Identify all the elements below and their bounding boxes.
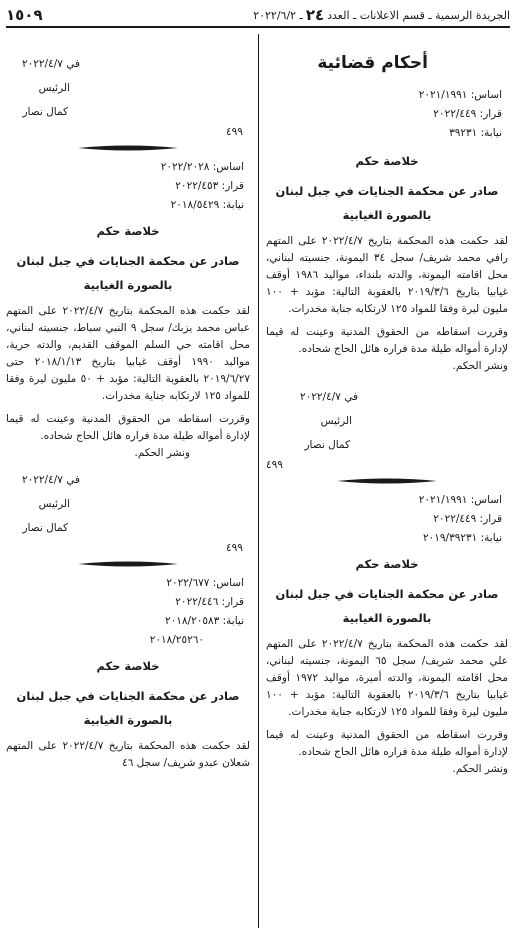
left-column (6, 52, 250, 772)
signature-date: في ٢٠٢٢/٤/٧ (21, 58, 80, 70)
case-basis: اساس: ٢٠٢٢/٦٧٧ (166, 577, 244, 589)
court-mode: بالصورة الغيابية (83, 713, 173, 727)
summary-heading: خلاصة حكم (96, 224, 160, 238)
judgment-body: لقد حكمت هذه المحكمة بتاريخ ٢٠٢٢/٤/٧ على المتهم عباس محمد يزبك/ سجل ٩ النبي سباط، جنسيته لبناني، محل اقامته حي السلم الموقف القديم، والدته حرية، مواليد ١٩٩٠ أوقف غيابيا بتاريخ ٢٠١٨/١/١٣ حتى ٢٠١٩/٦/٢٧ بالعقوبة التالية: مؤبد + ٥٠ مليون ليرة وفقا للمواد ١٢٥ لارتكابه جناية مخدرات. (6, 305, 251, 402)
case-meta (266, 86, 502, 143)
case-prosecution: نيابة: ٢٠١٨/٥٤٢٩ (170, 199, 244, 211)
header-date: ـ ٢٠٢٢/٦/٢ (253, 9, 303, 23)
court-line: صادر عن محكمة الجنايات في جبل لبنان (275, 184, 499, 199)
signature-block (266, 385, 358, 457)
court-line: صادر عن محكمة الجنايات في جبل لبنان (16, 689, 240, 703)
judgment-seizure: وقررت اسقاطه من الحقوق المدنية وعينت له قيما لإدارة أمواله طيلة مدة فراره هائل الحاج شحاده. (266, 729, 508, 759)
case-decision: قرار: ٢٠٢٢/٤٤٩ (433, 513, 502, 526)
signature-date: في ٢٠٢٢/٤/٧ (21, 474, 80, 486)
ornament-divider (78, 144, 178, 152)
judgment-3 (6, 158, 250, 568)
signature-date: في ٢٠٢٢/٤/٧ (299, 391, 358, 404)
case-basis: اساس: ٢٠٢١/١٩٩١ (418, 494, 502, 507)
signature-title: الرئيس (320, 415, 352, 428)
judgment-body: لقد حكمت هذه المحكمة بتاريخ ٢٠٢٢/٤/٧ على المتهم علي محمد شريف/ سجل ٦٥ اليمونة، جنسيته لبناني، محل اقامته اليمونة، والدته أميرة، مواليد ١٩٧٢ أوقف غيابيا بتاريخ ٢٠١٩/٣/٦ بالعقوبة التالية: مؤبد + ١٠٠ مليون ليرة وفقا للمواد ١٢٥ لارتكابه جناية مخدرات. (266, 638, 508, 719)
signature-block (6, 468, 80, 540)
case-meta (6, 158, 244, 215)
court-mode: بالصورة الغيابية (342, 208, 432, 223)
court-line: صادر عن محكمة الجنايات في جبل لبنان (275, 587, 499, 602)
judgment-publish: ونشر الحكم. (452, 763, 508, 776)
judgment-4 (6, 574, 250, 772)
signature-name: كمال نصار (304, 439, 350, 452)
judgment-publish: ونشر الحكم. (134, 447, 190, 459)
judgment-publish: ونشر الحكم. (452, 360, 508, 373)
judgment-body: لقد حكمت هذه المحكمة بتاريخ ٢٠٢٢/٤/٧ على المتهم شعلان عبدو شريف/ سجل ٤٦ (6, 740, 250, 769)
ornament-divider (337, 477, 437, 485)
summary-heading: خلاصة حكم (355, 557, 419, 572)
case-prosecution: نيابة: ٢٠١٩/٣٩٢٣١ (422, 532, 502, 545)
judgment-seizure: وقررت اسقاطه من الحقوق المدنية وعينت له قيما لإدارة أمواله طيلة مدة فراره هائل الحاج شحاده. (266, 326, 508, 356)
right-column (266, 50, 508, 778)
page-header (6, 6, 510, 28)
header-title: الجريدة الرسمية ـ قسم الاعلانات ـ العدد (327, 9, 510, 23)
summary-heading: خلاصة حكم (355, 154, 419, 169)
judgment-2 (266, 491, 508, 778)
signature-name: كمال نصار (22, 522, 68, 534)
signature-block (6, 52, 80, 124)
judgment-body: لقد حكمت هذه المحكمة بتاريخ ٢٠٢٢/٤/٧ على المتهم رافي محمد شريف/ سجل ٣٤ اليمونة، جنسيته لبناني، محل اقامته اليمونة، والدته بلنداء، مواليد ١٩٨٦ أوقف غيابيا بتاريخ ٢٠١٩/٣/٦ بالعقوبة التالية: مؤبد + ١٠٠ مليون ليرة وفقا للمواد ١٢٥ لارتكابه جناية مخدرات. (266, 235, 509, 316)
section-title: أحكام قضائية (317, 53, 428, 73)
case-decision: قرار: ٢٠٢٢/٤٤٩ (433, 108, 502, 121)
case-decision: قرار: ٢٠٢٢/٤٤٦ (175, 596, 244, 608)
signature-name: كمال نصار (22, 106, 68, 118)
case-basis: اساس: ٢٠٢٢/٢٠٢٨ (160, 161, 244, 173)
header-issue-number: ٢٤ (305, 6, 325, 25)
court-line: صادر عن محكمة الجنايات في جبل لبنان (16, 254, 240, 268)
column-divider (258, 34, 259, 928)
case-prosecution: نيابة: ٢٠١٨/٢٠٥٨٣ (164, 615, 244, 627)
case-basis: اساس: ٢٠٢١/١٩٩١ (418, 89, 502, 102)
court-mode: بالصورة الغيابية (83, 278, 173, 292)
ornament-divider (78, 560, 178, 568)
case-decision: قرار: ٢٠٢٢/٤٥٣ (175, 180, 244, 192)
judgment-seizure: وقررت اسقاطه من الحقوق المدنية وعينت له قيما لإدارة أمواله طيلة مدة فراره هائل الحاج شحاده. (6, 413, 250, 442)
case-prosecution: نيابة: ٣٩٢٣١ (449, 127, 502, 140)
notice-number: ٤٩٩ (266, 459, 283, 472)
case-meta (6, 574, 244, 650)
notice-number: ٤٩٩ (226, 542, 243, 554)
court-mode: بالصورة الغيابية (342, 611, 432, 626)
page-number: ١٥٠٩ (6, 6, 43, 25)
judgment-1 (266, 86, 508, 485)
case-prosecution-2: ٢٠١٨/٢٥٢٦٠ (149, 634, 204, 646)
summary-heading: خلاصة حكم (96, 659, 160, 673)
case-meta (266, 491, 502, 548)
header-title-group (253, 4, 510, 27)
signature-title: الرئيس (38, 498, 70, 510)
signature-title: الرئيس (38, 82, 70, 94)
notice-number: ٤٩٩ (226, 126, 243, 138)
